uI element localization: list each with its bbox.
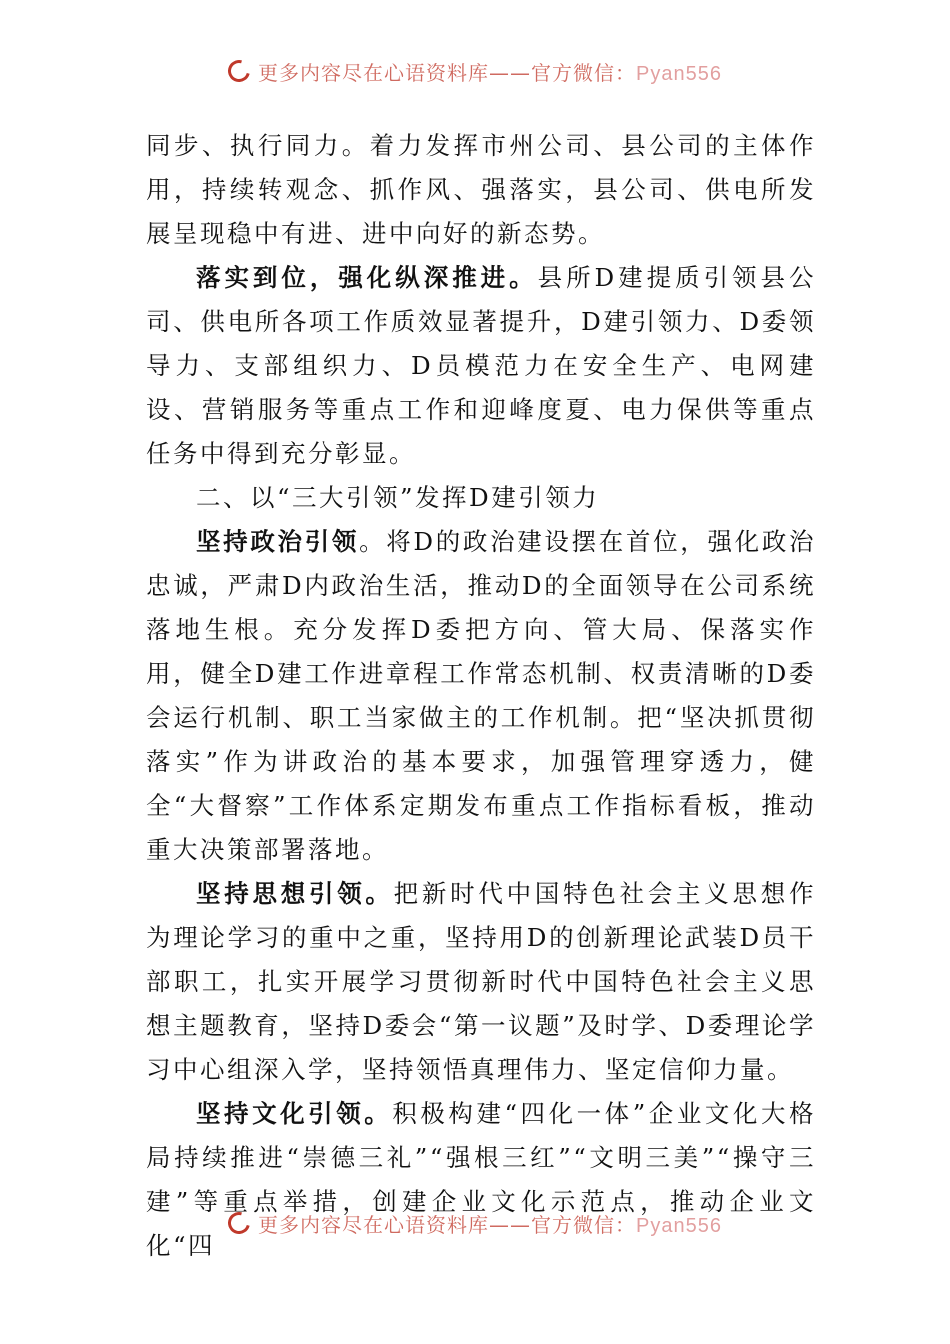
paragraph-lead: 坚持思想引领。	[196, 879, 394, 908]
paragraph-lead: 坚持政治引领	[196, 527, 360, 556]
paragraph-lead: 坚持文化引领。	[196, 1099, 393, 1128]
paragraph-3: 坚持政治引领。将D的政治建设摆在首位，强化政治忠诚，严肃D内政治生活，推动D的全面领导在公司系统落地生根。充分发挥D委把方向、管大局、保落实作用，健全D建工作进章程工作常态机制、权责清晰的D委会运行机制、职工当家做主的工作机制。把“坚决抓贯彻落实”作为讲政治的基本要求，加强管理穿透力，健全“大督察”工作体系定期发布重点工作指标看板，推动重大决策部署落地。	[146, 527, 816, 864]
watermark-logo-icon	[224, 1208, 254, 1238]
paragraph-2: 落实到位，强化纵深推进。县所D建提质引领县公司、供电所各项工作质效显著提升，D建引领力、D委领导力、支部组织力、D员模范力在安全生产、电网建设、营销服务等重点工作和迎峰度夏、电力保供等重点任务中得到充分彰显。	[146, 263, 816, 468]
footer-watermark	[0, 1206, 950, 1240]
section-heading: 二、以“三大引领”发挥D建引领力	[196, 483, 600, 512]
paragraph-1: 同步、执行同力。着力发挥市州公司、县公司的主体作用，持续转观念、抓作风、强落实，县公司、供电所发展呈现稳中有进、进中向好的新态势。	[146, 131, 816, 248]
paragraph-lead: 落实到位，强化纵深推进。	[196, 263, 538, 292]
watermark-logo-icon	[224, 56, 254, 86]
header-watermark-text: 更多内容尽在心语资料库——官方微信：Pyan556	[258, 60, 722, 85]
document-body	[146, 124, 816, 1268]
header-watermark	[0, 54, 950, 88]
paragraph-5: 坚持文化引领。积极构建“四化一体”企业文化大格局持续推进“崇德三礼”“强根三红”“文明三美”“操守三建”等重点举措，创建企业文化示范点，推动企业文化“四	[146, 1099, 817, 1260]
footer-watermark-text: 更多内容尽在心语资料库——官方微信：Pyan556	[258, 1212, 722, 1237]
paragraph-4: 坚持思想引领。把新时代中国特色社会主义思想作为理论学习的重中之重，坚持用D的创新理论武装D员干部职工，扎实开展学习贯彻新时代中国特色社会主义思想主题教育，坚持D委会“第一议题”及时学、D委理论学习中心组深入学，坚持领悟真理伟力、坚定信仰力量。	[146, 879, 817, 1084]
